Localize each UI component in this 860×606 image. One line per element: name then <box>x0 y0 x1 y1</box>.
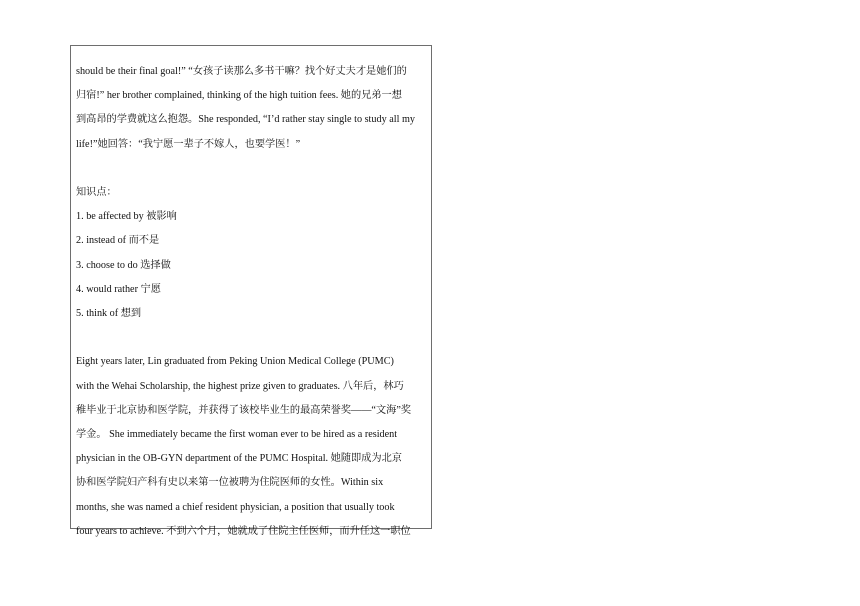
text-content <box>76 60 430 544</box>
knowledge-points-heading: 知识点： <box>76 187 117 198</box>
passage-1-line-3: 到高昂的学费就这么抱怨。She responded, “I’d rather stay single to study all my <box>76 114 415 126</box>
knowledge-point-item: 4. would rather 宁愿 <box>76 283 161 295</box>
passage-2-line-5: physician in the OB-GYN department of the PUMC Hospital. 她随即成为北京 <box>76 453 402 465</box>
passage-2-line-4: 学金。 She immediately became the first woman ever to be hired as a resident <box>76 429 398 441</box>
passage-2-line-1: Eight years later, Lin graduated from Peking Union Medical College (PUMC) <box>76 356 394 368</box>
passage-1-line-2: 归宿!” her brother complained, thinking of the high tuition fees. 她的兄弟一想 <box>76 90 402 102</box>
knowledge-point-item: 1. be affected by 被影响 <box>76 211 177 223</box>
passage-2-line-3: 稚毕业于北京协和医学院，并获得了该校毕业生的最高荣誉奖——“文海”奖 <box>76 404 412 416</box>
passage-1-line-4: life!”她回答：“我宁愿一辈子不嫁人，也要学医！” <box>76 138 301 150</box>
knowledge-point-item: 5. think of 想到 <box>76 308 142 320</box>
spacer <box>76 326 430 350</box>
passage-2-line-7: months, she was named a chief resident physician, a position that usually took <box>76 501 395 513</box>
spacer <box>76 157 430 181</box>
passage-2-line-6: 协和医学院妇产科有史以来第一位被聘为住院医师的女性。Within six <box>76 477 384 489</box>
passage-2-line-8: four years to achieve. 不到六个月，她就成了住院主任医师，而升任这一职位 <box>76 525 411 537</box>
passage-1-line-1: should be their final goal!” “女孩子读那么多书干嘛？找个好丈夫才是她们的 <box>76 66 407 77</box>
passage-2-line-2: with the Wehai Scholarship, the highest prize given to graduates. 八年后，林巧 <box>76 380 404 392</box>
text-box <box>70 45 432 537</box>
knowledge-point-item: 2. instead of 而不是 <box>76 235 160 247</box>
knowledge-point-item: 3. choose to do 选择做 <box>76 259 171 271</box>
